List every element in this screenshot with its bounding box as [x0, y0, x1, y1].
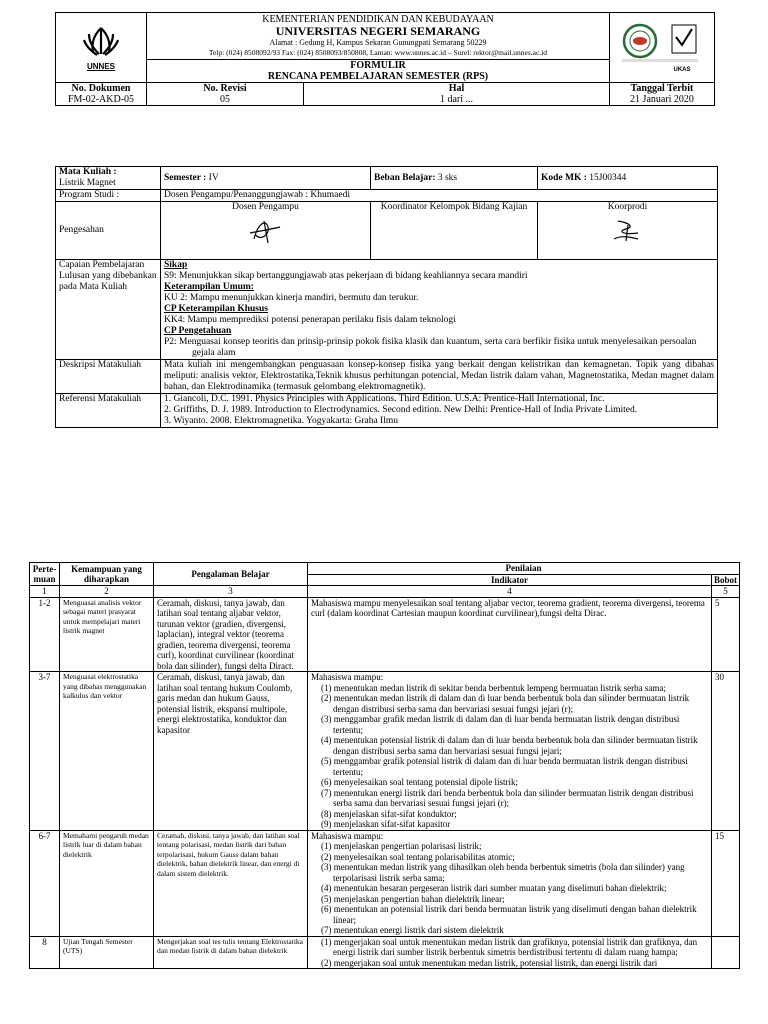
- indicator-item: (6) menentukan an potensial listrik dari benda bermuatan listrik yang diselimuti dengan bahan dielektrik linear;: [321, 904, 697, 925]
- course-code-cell: [538, 167, 718, 190]
- meeting-number: 8: [30, 936, 60, 969]
- plan-rows: [30, 597, 740, 969]
- issue-date-value: 21 Januari 2020: [630, 94, 694, 105]
- university-name: UNIVERSITAS NEGERI SEMARANG: [275, 24, 481, 38]
- specific-skills-heading: CP Keterampilan Khusus: [164, 304, 268, 314]
- doc-number-value: FM-02-AKD-05: [67, 94, 135, 105]
- revision-value: 05: [220, 94, 230, 105]
- lecturer-in-charge: Dosen Pengampu/Penanggungjawab : Khumaedi: [161, 190, 718, 202]
- indicator-intro: Mahasiswa mampu:: [311, 672, 384, 682]
- attitude-text: S9: Menunjukkan sikap bertanggungjawab atas pekerjaan di bidang keahliannya secara mandiri: [164, 271, 528, 281]
- col-header-meeting: Perte-muan: [30, 563, 60, 586]
- page-label: Hal: [448, 83, 465, 94]
- logo-cell: [56, 13, 147, 83]
- column-number: 4: [308, 586, 712, 598]
- revision-cell: [147, 83, 304, 106]
- certification-badge-icon: [618, 21, 706, 65]
- indicator-item: (5) menjelaskan pengertian bahan dielektrik linear;: [321, 893, 505, 904]
- head-of-program-signature-cell: [538, 202, 718, 260]
- course-name-value: Listrik Magnet: [59, 178, 116, 188]
- weight-value: 5: [711, 597, 739, 672]
- indicator-item: (9) menjelaskan sifat-sifat kapasitor: [321, 819, 451, 829]
- course-name-label: Mata Kuliah :: [59, 167, 117, 177]
- references-list: [161, 394, 718, 428]
- description-label: Deskripsi Matakuliah: [56, 360, 161, 394]
- column-number: 5: [711, 586, 739, 598]
- weight-value: 15: [711, 830, 739, 936]
- learning-experience: Ceramah, diskusi, tanya jawab, dan latihan soal tentang polarisasi, medan listrik dari bahan terpolarisasi, hukum Gauss dalam bahan dielektrik, bahan dielektrik linear, dan energi di dalam sistem dielektrik.: [154, 830, 308, 936]
- column-number: 2: [60, 586, 154, 598]
- semester-label: Semester :: [164, 172, 207, 183]
- indicator-item: (2) menyelesaikan soal tentang polarisabilitas atomic;: [321, 851, 515, 862]
- weight-value: 30: [711, 672, 739, 831]
- column-number: 3: [154, 586, 308, 598]
- course-name-cell: [56, 167, 161, 190]
- indicator-cell: [308, 936, 712, 969]
- col-header-indicator: Indikator: [308, 574, 712, 586]
- indicator-item: (3) menentukan medan listrik yang dihasilkan oleh benda berbentuk simetris (bola dan silinder) yang terpolarisasi listrik serba sama;: [321, 862, 685, 883]
- expected-ability: Memahami pengaruh medan listrik luar di dalam bahan dielektrik: [60, 830, 154, 936]
- references-label: Referensi Matakuliah: [56, 394, 161, 428]
- revision-label: No. Revisi: [203, 83, 247, 94]
- general-skills-heading: Keterampilan Umum:: [164, 282, 254, 292]
- meeting-number: 1-2: [30, 597, 60, 672]
- col-header-assessment: Penilaian: [308, 563, 740, 575]
- lecturer-signature-cell: [161, 202, 371, 260]
- indicator-item: (6) menyelesaikan soal tentang potensial dipole listrik;: [321, 777, 518, 787]
- issue-date-label: Tanggal Terbit: [630, 83, 694, 94]
- coordinator-title: Koordinator Kelompok Bidang Kajian: [380, 202, 528, 212]
- knowledge-heading: CP Pengetahuan: [164, 326, 232, 336]
- specific-skills-text: KK4: Mampu memprediksi potensi penerapan perilaku fisis dalam teknologi: [164, 315, 456, 325]
- credit-value: 3 sks: [437, 172, 458, 183]
- indicator-item: (7) menentukan energi listrik dari benda berbentuk bola dan silinder bermuatan listrik dengan distribusi serba sama dan bervariasi sesuai fungsi jejari (r);: [321, 787, 694, 808]
- head-of-program-title: Koorprodi: [607, 202, 648, 212]
- meeting-number: 3-7: [30, 672, 60, 831]
- indicator-cell: [308, 597, 712, 672]
- semester-cell: [161, 167, 371, 190]
- head-of-program-signature-icon: [608, 217, 648, 243]
- course-code-label: Kode MK :: [541, 172, 587, 183]
- learning-experience: Ceramah, diskusi, tanya jawab, dan latihan soal tentang aljabar vektor, turunan vektor (gradien, divergensi, laplacian), integral vektor (teorema gradien, teorema divergensi, teorema curl), koordinat curvilinear (koordinat bola dan silinder), fungsi delta Diract.: [154, 597, 308, 672]
- form-subtitle: RENCANA PEMBELAJARAN SEMESTER (RPS): [267, 71, 489, 82]
- learning-experience: Ceramah, diskusi, tanya jawab, dan latihan soal tentang hukum Coulomb, garis medan dan hukum Gauss, potensial listrik, ekspansi multipole, energi elektrostatika, konduktor dan kapasitor: [154, 672, 308, 831]
- indicator-item: (7) menentukan energi listrik dari sistem dielektrik: [321, 925, 504, 935]
- page-value: 1 dari ...: [439, 94, 474, 105]
- col-header-learning-experience: Pengalaman Belajar: [154, 563, 308, 586]
- weight-value: [711, 936, 739, 969]
- address-text: Alamat : Gedung H, Kampus Sekaran Gunungpati Semarang 50229: [269, 38, 487, 47]
- learning-outcomes-label: Capaian Pembelajaran Lulusan yang dibebankan pada Mata Kuliah: [56, 260, 161, 360]
- indicator-item: (1) mengerjakan soal untuk menentukan medan listrik dan grafiknya, potensial listrik dan grafiknya, dan energi listrik dari sumber listrik berbentuk simetris berdistribusi tertentu di dalam ruang hampa;: [321, 936, 698, 957]
- indicator-cell: [308, 672, 712, 831]
- credit-cell: [371, 167, 538, 190]
- indicator-item: (8) menjelaskan sifat-sifat konduktor;: [321, 808, 457, 819]
- page-cell: [304, 83, 610, 106]
- knowledge-text: P2: Menguasai konsep teoritis dan prinsip-prinsip pokok fisika klasik dan kuantum, serta cara berfikir fisika untuk menyelesaikan persoalan gejala alam: [164, 337, 697, 358]
- doc-number-cell: [56, 83, 147, 106]
- table-row: [30, 597, 740, 672]
- indicator-intro: Mahasiswa mampu:: [311, 830, 384, 841]
- unnes-logo-icon: [81, 24, 121, 60]
- table-row: [30, 936, 740, 969]
- form-title: FORMULIR: [350, 60, 406, 71]
- expected-ability: Menguasai analisis vektor sebagai materi prasyarat untuk mempelajari materi listrik magnet: [60, 597, 154, 672]
- lecturer-title: Dosen Pengampu: [232, 202, 299, 212]
- cert-label: UKAS: [673, 67, 691, 73]
- contact-text: Telp: (024) 8508092/93 Fax: (024) 8508093/850808, Laman: www.unnes.ac.id – Surel: rektor@mail.unnes.ac.id: [208, 48, 548, 57]
- col-header-expected-ability: Kemampuan yang diharapkan: [60, 563, 154, 586]
- course-code-value: 15J00344: [589, 172, 627, 183]
- logo-label: UNNES: [86, 62, 115, 71]
- study-program-label: Program Studi :: [56, 190, 161, 202]
- certification-cell: [610, 13, 715, 83]
- institution-block: [147, 13, 610, 60]
- document-header: [55, 12, 715, 106]
- indicator-item: (1) menentukan medan listrik di sekitar benda berbentuk lempeng bermuatan listrik serba sama;: [321, 682, 666, 693]
- table-row: [30, 830, 740, 936]
- expected-ability: Ujian Tengah Semester (UTS): [60, 936, 154, 969]
- indicator-item: (3) menggambar grafik medan listrik di dalam dan di luar benda bermuatan listrik dengan distribusi tertentu;: [321, 714, 680, 735]
- reference-item: 2. Griffiths, D. J. 1989. Introduction to Electrodynamics. Second edition. New Delhi: Prentice-Hall of India Private Limited.: [164, 405, 638, 415]
- meeting-number: 6-7: [30, 830, 60, 936]
- col-header-weight: Bobot: [711, 574, 739, 586]
- approval-label: Pengesahan: [56, 202, 161, 260]
- course-info-table: [55, 166, 718, 428]
- indicator-item: (2) mengerjakan soal untuk menentukan medan listrik, potensial listrik, dan energi listrik dari: [321, 957, 658, 968]
- indicator-item: (4) menentukan besaran pergeseran listrik dari sumber muatan yang diselimuti bahan dielektrik;: [321, 883, 667, 893]
- credit-label: Beban Belajar:: [374, 172, 436, 183]
- indicator-item: (4) menentukan potensial listrik di dalam dan di luar benda berbentuk bola dan silinder bermuatan listrik dengan distribusi serba sama dan bervariasi sesuai fungsi jejari;: [321, 735, 698, 756]
- column-number: 1: [30, 586, 60, 598]
- attitude-heading: Sikap: [164, 260, 188, 270]
- reference-item: 1. Giancoli, D.C. 1991. Physics Principles with Applications. Third Edition. U.S.A: Prentice-Hall International, Inc.: [164, 394, 605, 404]
- lecturer-signature-icon: [246, 217, 286, 245]
- indicator-cell: [308, 830, 712, 936]
- learning-experience: Mengerjakan soal tes tulis tentang Elektrostatika dan medan listrik di dalam bahan dielektrik: [154, 936, 308, 969]
- general-skills-text: KU 2: Mampu menunjukkan kinerja mandiri, bermutu dan terukur.: [164, 293, 419, 303]
- ministry-name: KEMENTERIAN PENDIDIKAN DAN KEBUDAYAAN: [262, 14, 494, 25]
- form-title-block: [147, 60, 610, 83]
- indicator-item: (2) menentukan medan listrik di dalam dan di luar benda berbentuk bola dan silinder bermuatan listrik dengan distribusi serba sama dan bervariasi sesuai fungsi jejari (r);: [321, 693, 690, 714]
- indicator-intro: Mahasiswa mampu menyelesaikan soal tentang aljabar vector, teorema gradient, teorema divergensi, teorema curl (dalam koordinat Cartesian maupun koordinat curvilinear),fungsi delta Dirac.: [311, 597, 705, 618]
- doc-number-label: No. Dokumen: [71, 83, 131, 94]
- coordinator-signature-cell: [371, 202, 538, 260]
- issue-date-cell: [610, 83, 715, 106]
- expected-ability: Menguasai elektrostatika yang dibahas menggunakan kalkulus dan vektor: [60, 672, 154, 831]
- learning-outcomes-content: [161, 260, 718, 360]
- indicator-item: (5) menggambar grafik potensial listrik di dalam dan di luar benda bermuatan listrik dengan distribusi tertentu;: [321, 756, 688, 777]
- semester-value: IV: [208, 172, 219, 183]
- description-text: Mata kuliah ini mengembangkan penguasaan konsep-konsep fisika yang berkait dengan kelistrikan dan kemagnetan. Topik yang dibahas meliputi: analisis vektor, Elektrostatika,Teknik khusus perhitungan potencial, Medan listrik dalam vahan, Magnetostatika, Medan magnet dalam bahan, dan Elektrodinamika (termasuk gelombang elektromagnetik).: [161, 360, 718, 394]
- learning-plan-table: [29, 562, 740, 969]
- table-row: [30, 672, 740, 831]
- reference-item: 3. Wiyanto. 2008. Elektromagnetika. Yogyakarta: Graha Ilmu: [164, 416, 398, 426]
- indicator-item: (1) menjelaskan pengertian polarisasi listrik;: [321, 841, 482, 851]
